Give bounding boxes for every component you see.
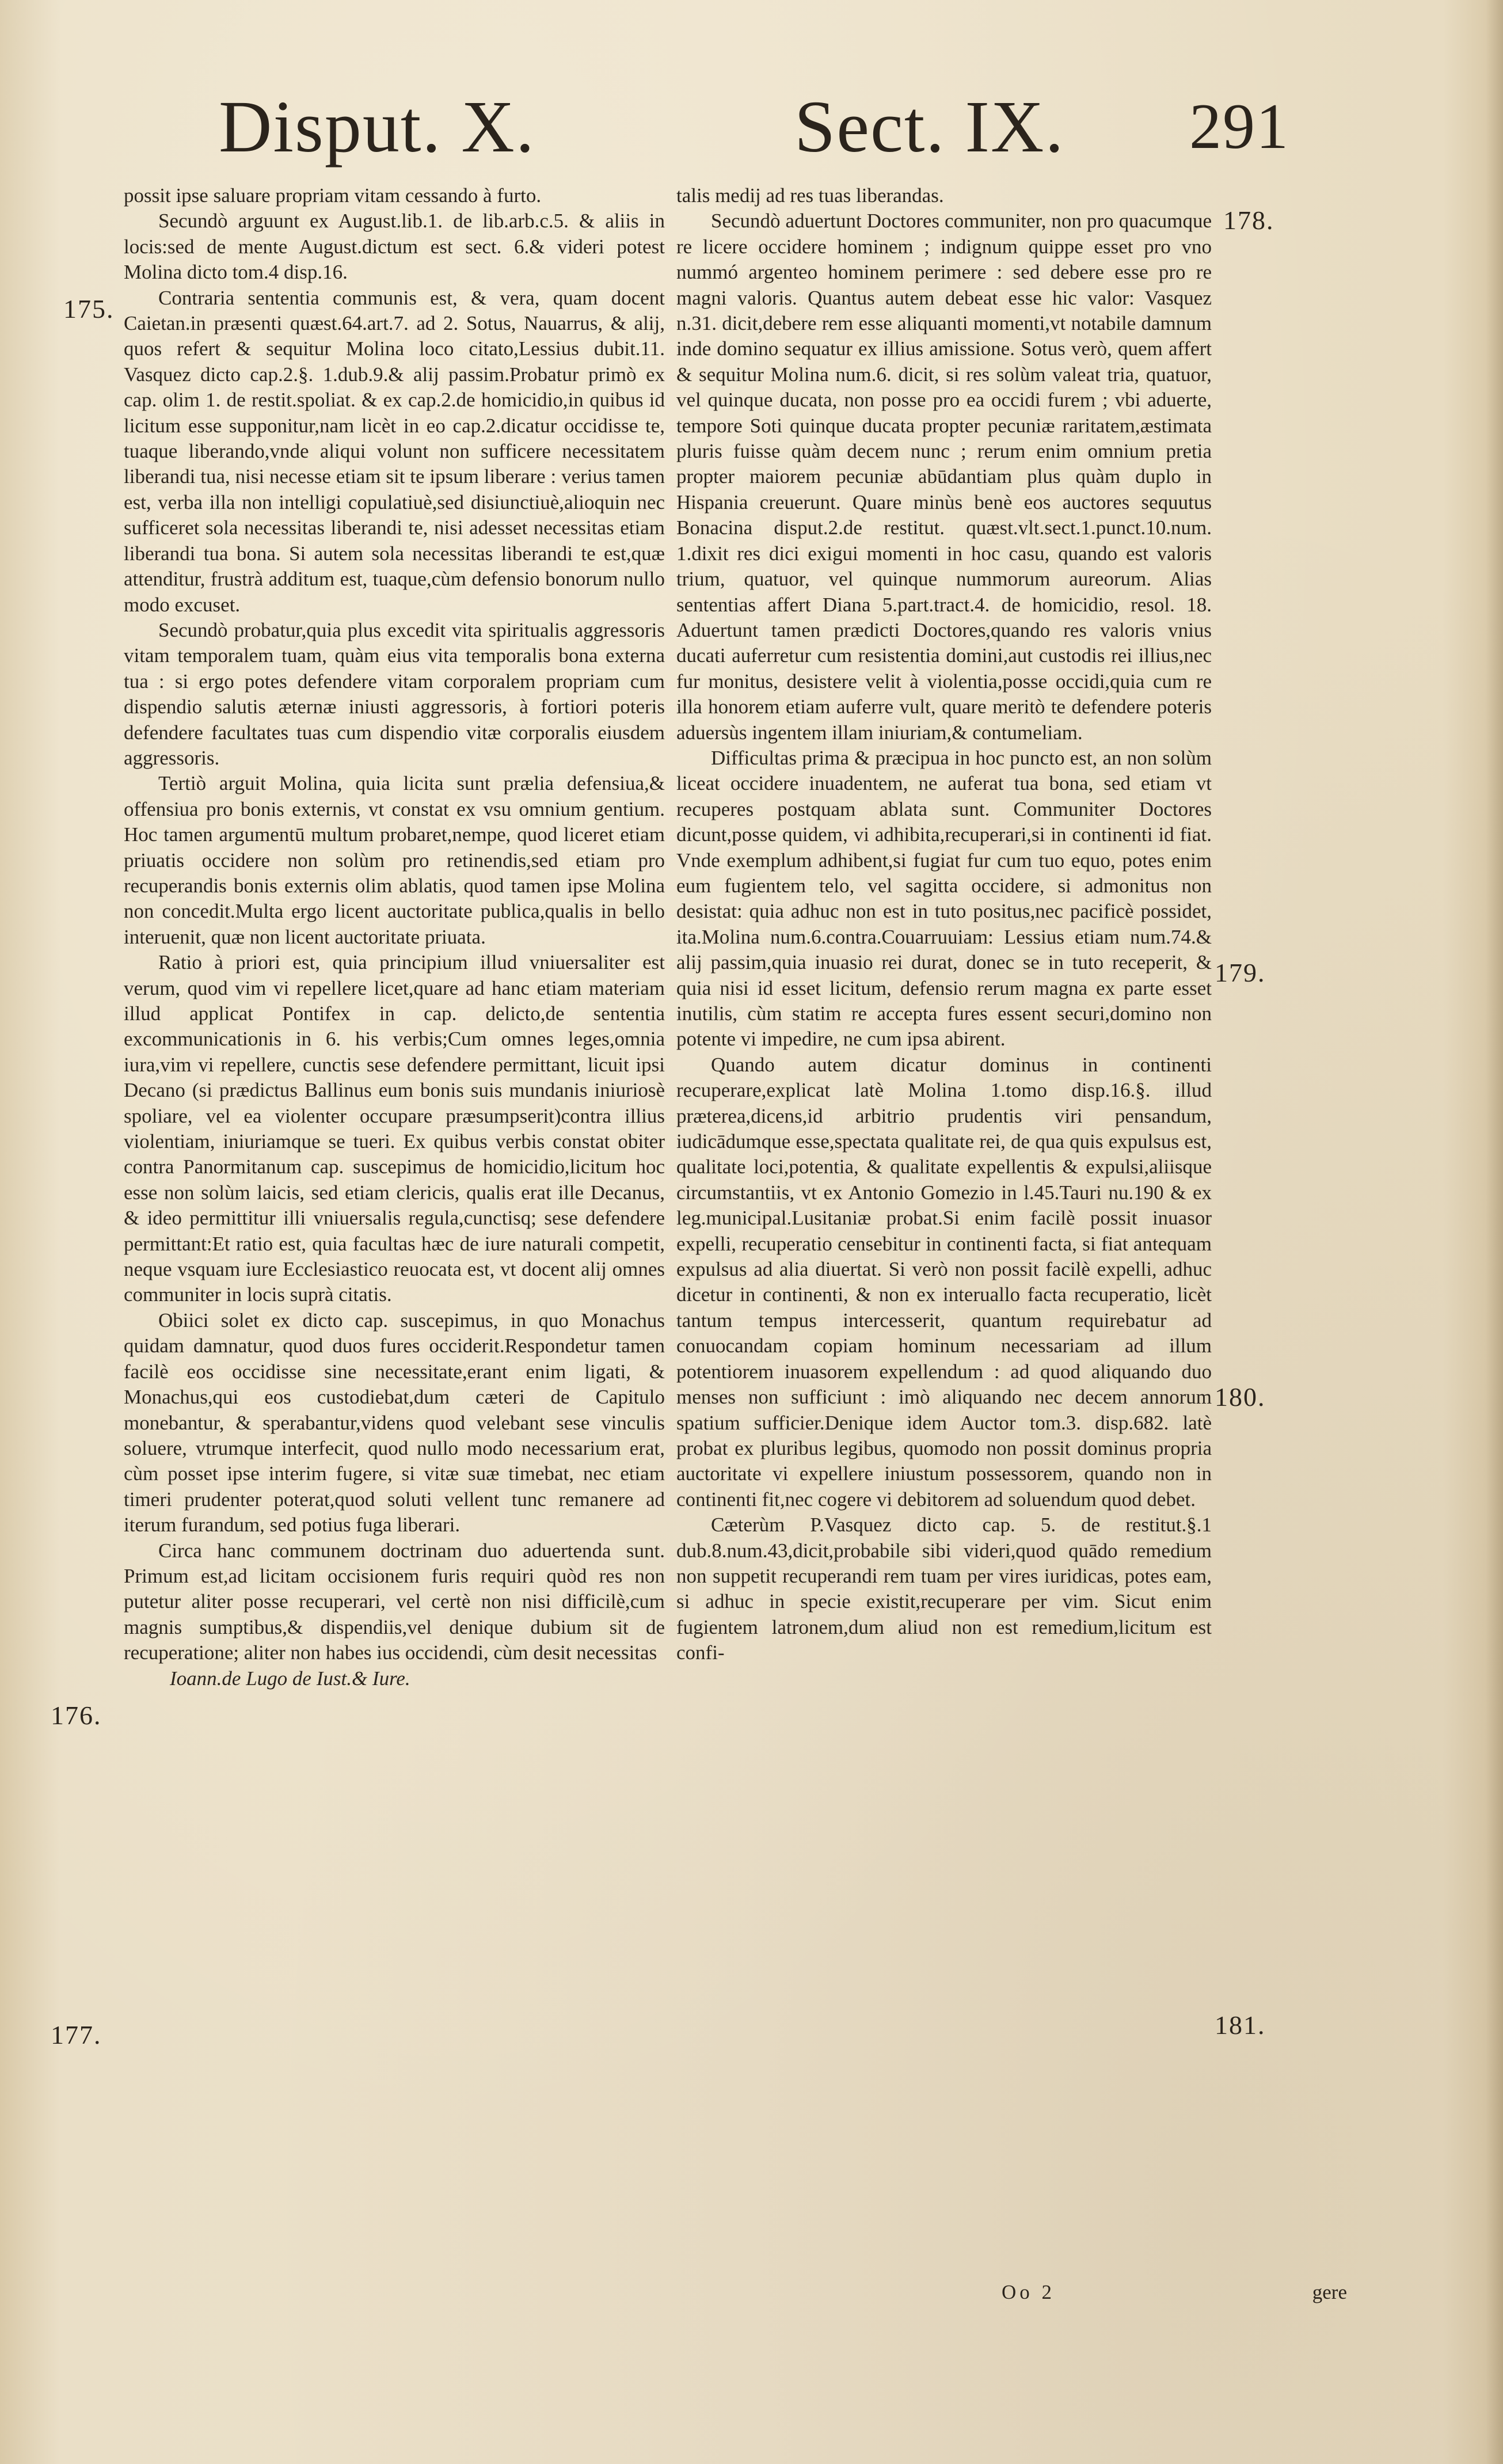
page-footer (1002, 2280, 1347, 2309)
paragraph: Secundò probatur,quia plus excedit vita spiritualis aggressoris vitam temporalem tuam, quàm eius vita temporalis bona externa tua : si ergo potes defendere vitam corporalem propriam cum dispendio salutis æternæ iniusti aggressoris, à fortiori poteris defendere facultates tuas cum dispendio vitæ corporalis eiusdem aggressoris. (124, 618, 665, 769)
paragraph: Quando autem dicatur dominus in continenti recuperare,explicat latè Molina 1.tomo disp.16.§. illud præterea,dicens,id arbitrio prudentis viri pensandum, iudicādumque esse,spectata qualitate rei, de qua quis expulsus est, qualitate loci,potentia, & qualitate expellentis & expulsi,aliisque circumstantiis, vt ex Antonio Gomezio in l.45.Tauri nu.190 & ex leg.municipal.Lusitaniæ probat.Si enim facilè possit inuasor expelli, recuperatio censebitur in continenti facta, si fiat antequam expulsus ad alia diuertat. Si verò non possit facilè expelli, adhuc dicetur in continenti, & non ex interuallo facta recuperatio, licèt tantum tempus intercesserit, quantum requirebatur ad conuocandam copiam hominum necessariam ad illum potentiorem inuasorem expellendum : ad quod aliquando duo menses non sufficiunt : imò aliquando nec decem annorum spatium sufficier.Denique idem Auctor tom.3. disp.682. latè probat ex pluribus legibus, quomodo non possit dominus propria auctoritate vi expellere iniustum possessorem, quando non in continenti fit,nec cogere vi debitorem ad soluendum quod debet. (676, 1053, 1212, 1511)
paragraph: Ratio à priori est, quia principium illud vniuersaliter est verum, quod vim vi repellere licet,quare ad hanc etiam materiam illud applicat Pontifex in cap. delicto,de sententia excommunicationis in 6. his verbis;Cum omnes leges,omnia iura,vim vi repellere, cunctis sese defendere permittant, licuit ipsi Decano (si prædictus Ballinus eum bonis suis mundanis iniuriosè spoliare, vel ea violenter occupare præsumpserit)contra illius violentiam, iniuriamque se tueri. Ex quibus verbis constat obiter contra Panormitanum cap. suscepimus de homicidio,licitum hoc esse non solùm laicis, sed etiam clericis, qualis erat ille Decanus, & ideo permittitur illi vniuersalis regula,cunctisq; sese defendere permittant:Et ratio est, quia facultas hæc de iure naturali competit, neque vsquam iure Ecclesiastico reuocata est, vt docent alij omnes communiter in locis suprà citatis. (124, 951, 665, 1306)
bottom-author-line: Ioann.de Lugo de Iust.& Iure. (170, 1667, 410, 1690)
margin-number: 180. (1215, 1382, 1266, 1412)
catchword: gere (1312, 2281, 1347, 2303)
margin-number: 179. (1215, 958, 1266, 987)
paragraph: Secundò arguunt ex August.lib.1. de lib.arb.c.5. & aliis in locis:sed de mente August.dictum est sect. 6.& videri potest Molina dicto tom.4 disp.16. (124, 210, 665, 284)
page-number: 291 (1189, 91, 1289, 162)
paragraph: possit ipse saluare propriam vitam cessando à furto. (124, 184, 542, 207)
margin-number: 177. (51, 2020, 102, 2049)
page-edge-shadow (1486, 0, 1503, 2464)
paragraph: Tertiò arguit Molina, quia licita sunt prælia defensiua,& offensiua pro bonis externis, vt constat ex vsu omnium gentium. Hoc tamen argumentū multum probaret,nempe, quod liceret etiam priuatis occidere non solùm pro retinendis,sed etiam pro recuperandis bonis externis olim ablatis, quod tamen ipse Molina non concedit.Multa ergo licent auctoritate publica,qualis in bello interuenit, quæ non licent auctoritate priuata. (124, 772, 665, 948)
paragraph: Contraria sententia communis est, & vera, quam docent Caietan.in præsenti quæst.64.art.7. ad 2. Sotus, Nauarrus, & alij, quos refert & sequitur Molina loco citato,Lessius dubit.11. Vasquez dicto cap.2.§. 1.dub.9.& alij passim.Probatur primò ex cap. olim 1. de restit.spoliat. & ex cap.2.de homicidio,in quibus id licitum esse supponitur,nam licèt in eo cap.2.dicatur occidisse te, tuaque liberando,vnde aliqui volunt non sufficere necessitatem liberandi tua, nisi necesse etiam sit te ipsum liberare : verius tamen est, verba illa non intelligi copulatiuè,sed disiunctiuè,alioquin nec sufficeret sola necessitas liberandi te, nisi adesset necessitas etiam liberandi tua bona. Si autem sola necessitas liberandi te est,quæ attenditur, frustrà additum est, tuaque,cùm defensio bonorum nullo modo excuset. (124, 286, 665, 616)
left-column (124, 183, 665, 1691)
margin-number: 175. (63, 294, 115, 324)
margin-number: 181. (1215, 2010, 1266, 2040)
paragraph: Circa hanc communem doctrinam duo aduertenda sunt. Primum est,ad licitam occisionem furis requiri quòd res non putetur aliter posse recuperari, vel certè non nisi difficilè,cum magnis sumptibus,& dispendiis,vel denique dubium sit de recuperatione; aliter non habes ius occidendi, cùm desit necessitas (124, 1539, 665, 1664)
signature-mark: Oo 2 (1002, 2281, 1056, 2303)
paragraph: talis medij ad res tuas liberandas. (676, 184, 944, 207)
margin-number: 176. (51, 1701, 102, 1730)
paragraph: Cæterùm P.Vasquez dicto cap. 5. de restitut.§.1 dub.8.num.43,dicit,probabile sibi videri,quod quādo remedium non suppetit recuperandi rem tuam per vires iuridicas, potes eam, si adhuc in specie existit,recuperare per vim. Sicut enim fugientem latronem,dum aliud non est remedium,licitum est confi- (676, 1514, 1212, 1664)
running-head-section: Sect. IX. (794, 86, 1065, 168)
running-head (219, 86, 1289, 168)
paragraph: Obiici solet ex dicto cap. suscepimus, in quo Monachus quidam damnatur, quod duos fures occiderit.Respondetur tamen facilè eos occidisse sine necessitate,erant enim ligati, & Monachus,qui eos custodiebat,dum cæteri de Capitulo monebantur, & sperabantur,videns quod velebant sese vinculis soluere, vtrumque interfecit, quod nullo modo necessarium erat, cùm posset ipse interim fugere, si vitæ suæ timebat, nec etiam timeri prudenter poterat,quod soluti vellent tunc remanere ad iterum furandum, sed potius fuga liberari. (124, 1309, 665, 1537)
running-head-disputation: Disput. X. (219, 86, 535, 168)
paragraph: Difficultas prima & præcipua in hoc puncto est, an non solùm liceat occidere inuadentem, ne auferat tua bona, sed etiam vt recuperes postquam ablata sunt. Communiter Doctores dicunt,posse quidem, vi adhibita,recuperari,si in continenti id fiat. Vnde exemplum adhibent,si fugiat fur cum tuo equo, potes enim eum fugientem telo, vel sagitta occidere, si admonitus non desistat: quia adhuc non est in tuto positus,nec pacificè possidet, ita.Molina num.6.contra.Couarruuiam: Lessius etiam num.74.& alij passim,quia inuasio rei durat, donec se in tuto receperit, & quia nisi id esset licitum, defensio rerum magna ex parte esset inutilis, cùm statim re accepta fures essent securi,domino non potente vi impedire, ne cum ipsa abirent. (676, 746, 1212, 1051)
paragraph: Secundò aduertunt Doctores communiter, non pro quacumque re licere occidere hominem ; indignum quippe esset pro vno nummó argenteo hominem perimere : sed debere esse pro re magni valoris. Quantus autem debeat esse hic valor: Vasquez n.31. dicit,debere rem esse aliquanti momenti,vt notabile damnum inde domino sequatur ex illius amissione. Sotus verò, quem affert & sequitur Molina num.6. dicit, si res solùm valeat tria, quatuor, vel quinque ducata, non posse pro ea occidi furem ; vbi aduerte, tempore Soti quinque ducata propter pecuniæ raritatem,æstimata pluris fuisse quàm decem nunc ; rerum enim omnium pretia propter maiorem pecuniæ abūdantiam plus quàm duplo in Hispania creuerunt. Quare minùs benè eos auctores sequutus Bonacina disput.2.de restitut. quæst.vlt.sect.1.punct.10.num. 1.dixit res dici exigui momenti in hoc casu, quando est valoris trium, quatuor, vel quinque nummorum aureorum. Alias sententias affert Diana 5.part.tract.4. de homicidio, resol. 18. Aduertunt tamen prædicti Doctores,quando res valoris vnius ducati auferretur cum resistentia domini,aut custodis rei illius,nec fur monitus, desistere velit à violentia,posse occidi,quia cum re illa honorem etiam auferre vult, quare meritò te defendere poteris aduersùs ingentem illam iniuriam,& contumeliam. (676, 210, 1212, 744)
right-column (676, 183, 1212, 1666)
margin-number: 178. (1223, 206, 1274, 235)
